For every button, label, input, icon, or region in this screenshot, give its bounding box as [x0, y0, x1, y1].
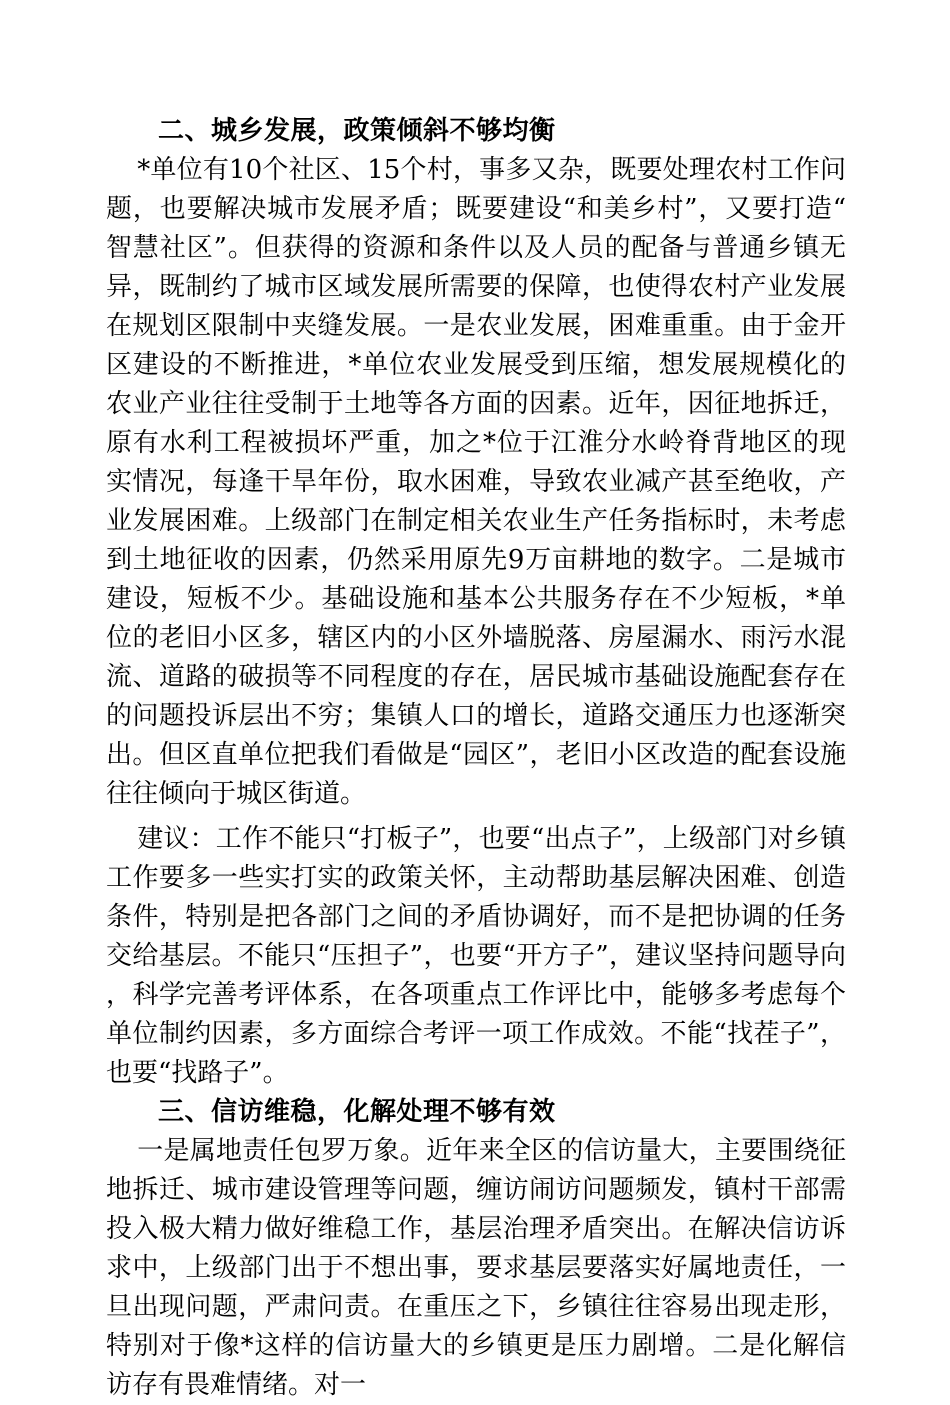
- paragraph-petition-body: 一是属地责任包罗万象。近年来全区的信访量大，主要围绕征地拆迁、城市建设管理等问题，缠访闹访问题频发，镇村干部需投入极大精力做好维稳工作，基层治理矛盾突出。在解决信访诉求中，上级部门出于不想出事，要求基层要落实好属地责任，一旦出现问题，严肃问责。在重压之下，乡镇往往容易出现走形，特别对于像*这样的信访量大的乡镇更是压力剧增。二是化解信访存有畏难情绪。对一: [106, 1136, 846, 1400]
- section-heading-urban-rural: 二、城乡发展，政策倾斜不够均衡: [158, 116, 556, 146]
- paragraph-urban-rural-body: *单位有10个社区、15个村，事多又杂，既要处理农村工作问题，也要解决城市发展矛盾；既要建设“和美乡村”，又要打造“智慧社区”。但获得的资源和条件以及人员的配备与普通乡镇无异，既制约了城市区域发展所需要的保障，也使得农村产业发展在规划区限制中夹缝发展。一是农业发展，困难重重。由于金开区建设的不断推进，*单位农业发展受到压缩，想发展规模化的农业产业往往受制于土地等各方面的因素。近年，因征地拆迁，原有水利工程被损坏严重，加之*位于江淮分水岭脊背地区的现实情况，每逢干旱年份，取水困难，导致农业减产甚至绝收，产业发展困难。上级部门在制定相关农业生产任务指标时，未考虑到土地征收的因素，仍然采用原先9万亩耕地的数字。二是城市建设，短板不少。基础设施和基本公共服务存在不少短板，*单位的老旧小区多，辖区内的小区外墙脱落、房屋漏水、雨污水混流、道路的破损等不同程度的存在，居民城市基础设施配套存在的问题投诉层出不穷；集镇人口的增长，道路交通压力也逐渐突出。但区直单位把我们看做是“园区”，老旧小区改造的配套设施往往倾向于城区街道。: [106, 155, 846, 809]
- paragraph-suggestion: 建议：工作不能只“打板子”，也要“出点子”，上级部门对乡镇工作要多一些实打实的政策关怀，主动帮助基层解决困难、创造条件，特别是把各部门之间的矛盾协调好，而不是把协调的任务交给基层。不能只“压担子”，也要“开方子”，建议坚持问题导向，科学完善考评体系，在各项重点工作评比中，能够多考虑每个单位制约因素，多方面综合考评一项工作成效。不能“找茬子”，也要“找路子”。: [106, 824, 846, 1088]
- section-heading-petition: 三、信访维稳，化解处理不够有效: [158, 1097, 556, 1127]
- document-page: [106, 112, 846, 1405]
